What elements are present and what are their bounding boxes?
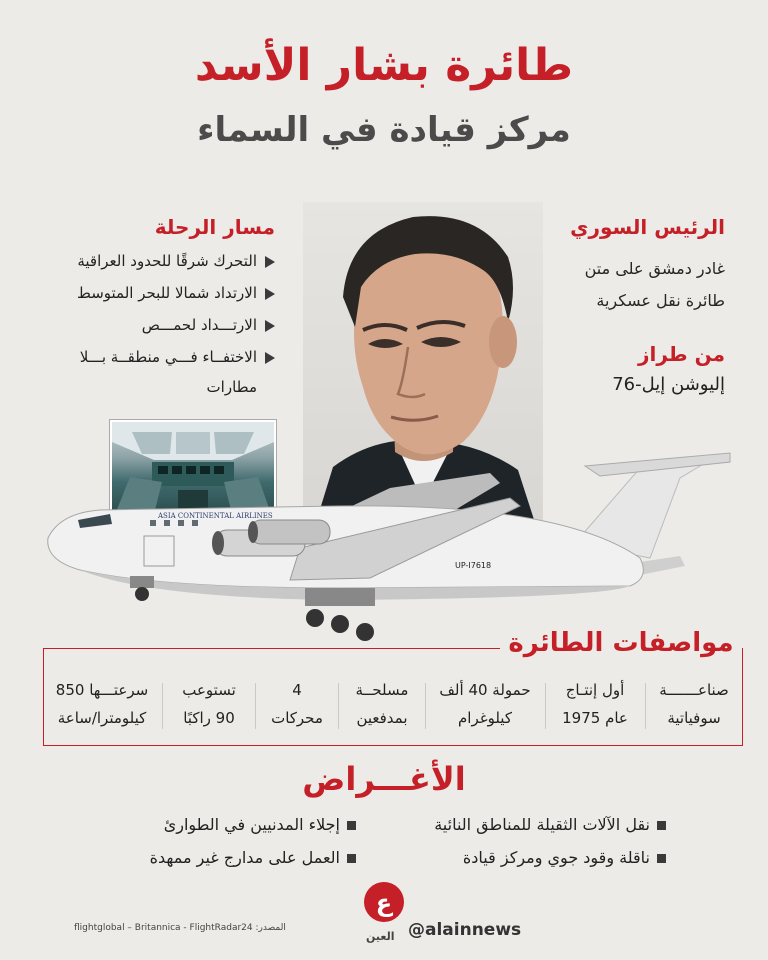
purposes-column-right (380, 815, 666, 867)
president-text (545, 253, 725, 317)
purpose-text: نقل الآلات الثقيلة للمناطق النائية (434, 815, 650, 834)
route-item-text: الارتداد شمالا للبحر المتوسط (76, 284, 257, 302)
spec-divider (338, 683, 339, 729)
spec-item (547, 676, 643, 736)
source-credit: flightglobal – Britannica - FlightRadar24 :المصدر (74, 923, 286, 933)
route-item (20, 316, 275, 334)
president-heading: الرئيس السوري (570, 215, 725, 239)
route-item-text: الارتـــداد لحمـــص (141, 316, 257, 334)
route-item (20, 348, 275, 366)
route-item-text: الاختفــاء فـــي منطقــة بـــلا (79, 348, 257, 366)
triangle-bullet-icon (265, 288, 275, 300)
president-line: غادر دمشق على متن (584, 259, 725, 278)
spec-line: حمولة 40 ألف (439, 681, 531, 699)
spec-line: سوفياتية (667, 709, 721, 727)
purpose-item (380, 848, 666, 867)
logo-letter: ع (375, 889, 393, 917)
route-item-text: التحرك شرقًا للحدود العراقية (77, 252, 257, 270)
spec-item (44, 676, 160, 736)
spec-line: 4 (292, 681, 302, 699)
spec-line: عام 1975 (562, 709, 628, 727)
spec-line: كيلومترا/ساعة (57, 709, 147, 727)
purpose-item (110, 848, 356, 867)
spec-divider (425, 683, 426, 729)
square-bullet-icon (347, 821, 356, 830)
spec-line: صناعـــــــة (659, 681, 729, 699)
spec-divider (645, 683, 646, 729)
triangle-bullet-icon (265, 256, 275, 268)
spec-item (165, 676, 253, 736)
alain-logo-icon (362, 880, 406, 930)
specs-title: مواصفات الطائرة (500, 628, 742, 658)
square-bullet-icon (657, 821, 666, 830)
spec-line: محركات (271, 709, 323, 727)
route-item-continued (20, 378, 275, 396)
aircraft-registration: UP-I7618 (455, 561, 492, 570)
aircraft-livery: ASIA CONTINENTAL AIRLINES (158, 512, 273, 520)
purpose-item (380, 815, 666, 834)
logo-name: العين (366, 930, 395, 943)
social-handle: @alainnews (408, 920, 522, 940)
route-item (20, 252, 275, 270)
spec-item (651, 676, 737, 736)
model-value: إليوشن إيل-76 (612, 374, 725, 395)
square-bullet-icon (657, 854, 666, 863)
spec-item (258, 676, 336, 736)
triangle-bullet-icon (265, 352, 275, 364)
square-bullet-icon (347, 854, 356, 863)
spec-divider (545, 683, 546, 729)
purposes-column-left (110, 815, 356, 867)
spec-line: مسلحــة (355, 681, 409, 699)
route-item (20, 284, 275, 302)
spec-line: كيلوغرام (458, 709, 512, 727)
purpose-text: إجلاء المدنيين في الطوارئ (163, 815, 340, 834)
spec-line: بمدفعين (356, 709, 408, 727)
spec-divider (162, 683, 163, 729)
route-item-text: مطارات (206, 378, 257, 396)
route-list (20, 252, 275, 396)
page-title: طائرة بشار الأسد (194, 40, 574, 91)
spec-line: أول إنتـاج (565, 681, 625, 699)
model-heading: من طراز (638, 342, 725, 366)
president-line: طائرة نقل عسكرية (596, 291, 725, 310)
spec-item (341, 676, 423, 736)
spec-line: تستوعب (182, 681, 236, 699)
route-heading: مسار الرحلة (154, 215, 275, 239)
purpose-text: ناقلة وقود جوي ومركز قيادة (462, 848, 650, 867)
purpose-text: العمل على مدارج غير ممهدة (149, 848, 340, 867)
spec-divider (255, 683, 256, 729)
ilyushin-il76-aircraft (40, 448, 740, 648)
spec-item (428, 676, 542, 736)
page-subtitle: مركز قيادة في السماء (197, 110, 571, 150)
spec-line: 90 راكبًا (183, 709, 235, 727)
spec-line: سرعتـــها 850 (55, 681, 149, 699)
triangle-bullet-icon (265, 320, 275, 332)
purposes-title: الأغـــراض (302, 760, 466, 798)
purpose-item (110, 815, 356, 834)
